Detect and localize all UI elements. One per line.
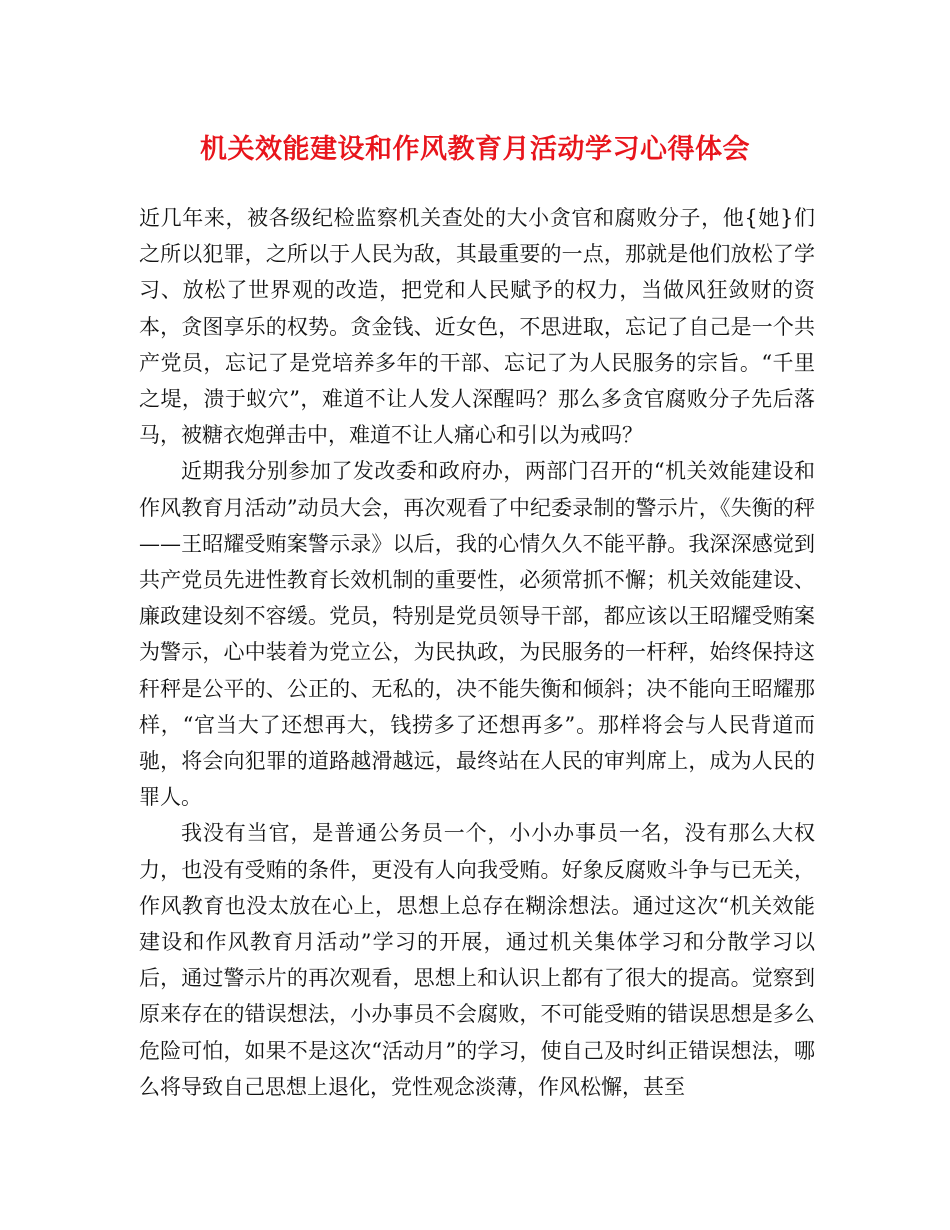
- document-body: [139, 200, 815, 1105]
- paragraph-1: 近几年来，被各级纪检监察机关查处的大小贪官和腐败分子，他{她}们之所以犯罪，之所以于人民为敌，其最重要的一点，那就是他们放松了学习、放松了世界观的改造，把党和人民赋予的权力，当做风狂敛财的资本，贪图享乐的权势。贪金钱、近女色，不思进取，忘记了自己是一个共产党员，忘记了是党培养多年的干部、忘记了为人民服务的宗旨。“千里之堤，溃于蚁穴”，难道不让人发人深醒吗？那么多贪官腐败分子先后落马，被糖衣炮弹击中，难道不让人痛心和引以为戒吗？: [139, 206, 815, 448]
- paragraph-2: 近期我分别参加了发改委和政府办，两部门召开的“机关效能建设和作风教育月活动”动员大会，再次观看了中纪委录制的警示片，《失衡的秤——王昭耀受贿案警示录》以后，我的心情久久不能平静。我深深感觉到共产党员先进性教育长效机制的重要性，必须常抓不懈；机关效能建设、廉政建设刻不容缓。党员，特别是党员领导干部，都应该以王昭耀受贿案为警示，心中装着为党立公，为民执政，为民服务的一杆秤，始终保持这秆秤是公平的、公正的、无私的，决不能失衡和倾斜；决不能向王昭耀那样，“官当大了还想再大，钱捞多了还想再多”。那样将会与人民背道而驰，将会向犯罪的道路越滑越远，最终站在人民的审判席上，成为人民的罪人。: [139, 459, 815, 810]
- paragraph-3: 我没有当官，是普通公务员一个，小小办事员一名，没有那么大权力，也没有受贿的条件，更没有人向我受贿。好象反腐败斗争与已无关，作风教育也没太放在心上，思想上总存在糊涂想法。通过这次“机关效能建设和作风教育月活动”学习的开展，通过机关集体学习和分散学习以后，通过警示片的再次观看，思想上和认识上都有了很大的提高。觉察到原来存在的错误想法，小办事员不会腐败，不可能受贿的错误思想是多么危险可怕，如果不是这次“活动月”的学习，使自己及时纠正错误想法，哪么将导致自己思想上退化，党性观念淡薄，作风松懈，甚至: [139, 821, 815, 1099]
- document-title: 机关效能建设和作风教育月活动学习心得体会: [200, 134, 750, 165]
